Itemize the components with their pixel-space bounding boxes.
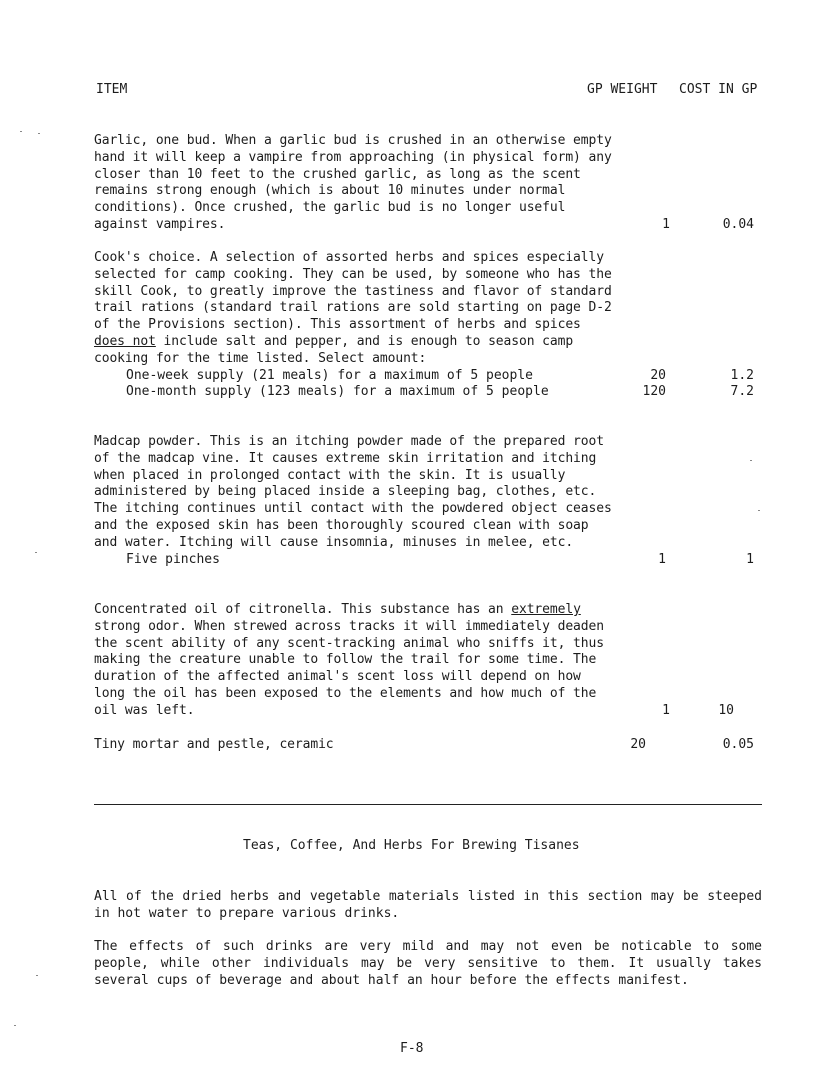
option-label: Five pinches (126, 551, 220, 567)
option-weight: 20 (650, 367, 666, 383)
item-citronella-oil (94, 602, 774, 720)
item-cost: 0.04 (722, 217, 754, 232)
option-label: One-month supply (123 meals) for a maximum of 5 people (126, 384, 549, 400)
option-cost: 1.2 (730, 367, 754, 383)
item-weight: 1 (662, 703, 670, 718)
scan-speck (758, 510, 760, 511)
item-garlic (94, 133, 774, 234)
option-row (94, 384, 774, 401)
description-emphasis: does not (94, 333, 156, 349)
item-description: Garlic, one bud. When a garlic bud is crushed in an otherwise empty hand it will keep a vampire from approaching (in physical form) any closer than 10 feet to the crushed garlic, as long as the scent remains strong enough (which is about 10 minutes under normal conditions). Once crushed, the garlic bud is no longer useful against vampires. (94, 133, 612, 232)
scan-speck (36, 975, 38, 976)
item-madcap-powder (94, 434, 774, 568)
option-weight: 120 (642, 384, 666, 400)
option-cost: 1 (746, 551, 754, 567)
description-text: Cook's choice. A selection of assorted herbs and spices especially selected for camp cooking. They can be used, by someone who has the skill Cook, to greatly improve the tastiness and flavor of standard trail rations (standard trail rations are sold starting on page D-2 of the Provisions section). This assortment of herbs and spices (94, 250, 612, 333)
header-gp-weight: GP WEIGHT (587, 82, 658, 97)
item-cost: 0.05 (722, 737, 754, 752)
item-cooks-choice (94, 250, 774, 401)
description-emphasis: extremely (511, 602, 581, 617)
header-item: ITEM (96, 82, 128, 97)
option-label: One-week supply (21 meals) for a maximum of 5 people (126, 367, 533, 383)
section-paragraph: All of the dried herbs and vegetable materials listed in this section may be steeped in hot water to prepare various drinks. (94, 889, 762, 921)
item-cost: 10 (718, 703, 734, 718)
scan-speck (20, 131, 22, 132)
description-text: Concentrated oil of citronella. This substance has an (94, 602, 512, 617)
section-paragraph: The effects of such drinks are very mild and may not even be noticable to some people, while other individuals may be very sensitive to them. It usually takes several cups of beverage and about half an hour before the effects manifest. (94, 939, 762, 988)
item-description: Madcap powder. This is an itching powder made of the prepared root of the madcap vine. It causes extreme skin irritation and itching when placed in prolonged contact with the skin. It is usually administered by being placed inside a sleeping bag, clothes, etc. The itching continues until contact with the powdered object ceases and the exposed skin has been thoroughly scoured clean with soap and water. Itching will cause insomnia, minuses in melee, etc. (94, 434, 612, 550)
scan-speck (14, 1025, 16, 1026)
option-row (94, 552, 774, 569)
page-number: F-8 (400, 1041, 424, 1056)
item-weight: 20 (630, 737, 646, 752)
header-cost: COST IN GP (679, 82, 758, 97)
item-description: Tiny mortar and pestle, ceramic (94, 737, 334, 752)
scan-speck (38, 133, 40, 134)
scan-speck (35, 552, 37, 553)
item-description (94, 602, 619, 720)
option-weight: 1 (658, 551, 666, 567)
scan-speck (750, 460, 752, 461)
item-weight: 1 (662, 217, 670, 232)
description-text: include salt and pepper, and is enough to season camp cooking for the time listed. Select amount: (94, 333, 574, 366)
item-description (94, 250, 619, 368)
section-divider (94, 804, 762, 805)
section-title: Teas, Coffee, And Herbs For Brewing Tisanes (243, 838, 580, 853)
item-mortar-pestle (94, 737, 774, 754)
option-cost: 7.2 (730, 384, 754, 400)
description-text: strong odor. When strewed across tracks it will immediately deaden the scent ability of any scent-tracking animal who sniffs it, thus making the creature unable to follow the trail for some time. The duration of the affected animal's scent loss will depend on how long the oil has been exposed to the elements and how much of the oil was left. (94, 618, 604, 718)
option-row (94, 368, 774, 385)
